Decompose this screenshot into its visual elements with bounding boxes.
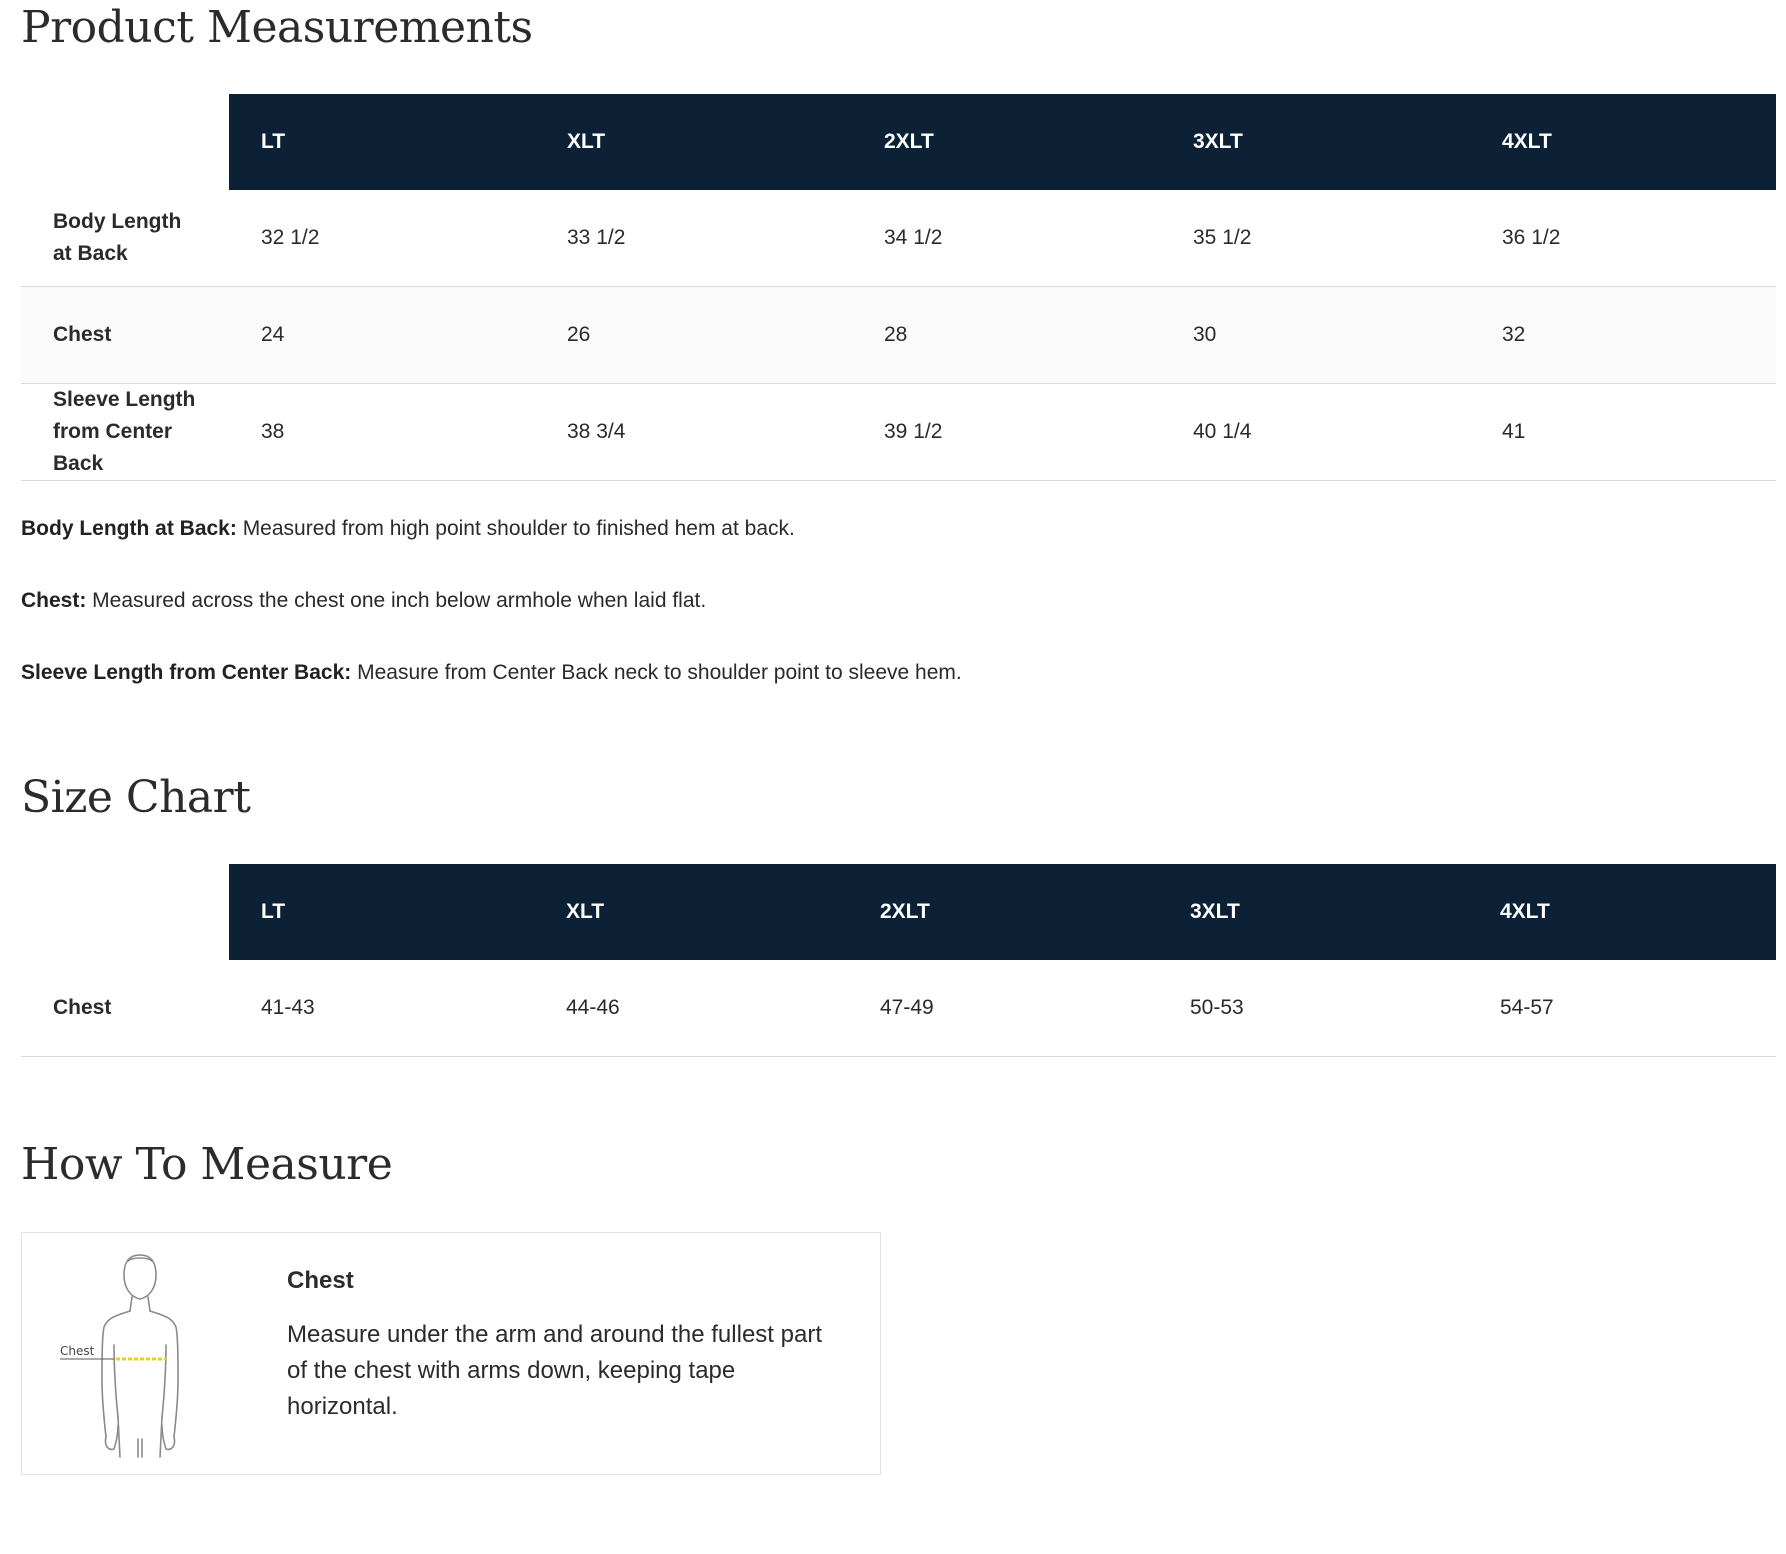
size-chart-title: Size Chart (21, 772, 251, 823)
table-cell: 39 1/2 (852, 384, 1161, 481)
note-text: Measure from Center Back neck to shoulder point to sleeve hem. (351, 661, 962, 684)
product-measurements-title: Product Measurements (21, 2, 533, 53)
note-text: Measured across the chest one inch below armhole when laid flat. (86, 589, 707, 612)
table-cell: 32 (1470, 287, 1776, 384)
size-header-xlt: XLT (535, 94, 852, 190)
table-cell: 28 (852, 287, 1161, 384)
size-header-xlt: XLT (534, 864, 848, 960)
table-cell: 41-43 (229, 960, 534, 1057)
table-row (21, 287, 1776, 384)
body-outline-figure (52, 1249, 232, 1459)
table-header-row (21, 94, 1776, 190)
table-cell: 38 3/4 (535, 384, 852, 481)
measurement-notes (21, 515, 962, 731)
size-header-4xlt: 4XLT (1468, 864, 1776, 960)
row-label-sleeve-length: Sleeve Length from Center Back (21, 384, 229, 481)
table-cell: 32 1/2 (229, 190, 535, 287)
row-label-body-length: Body Length at Back (21, 190, 229, 287)
table-cell: 35 1/2 (1161, 190, 1470, 287)
note-chest (21, 587, 962, 615)
size-chart-table (21, 864, 1776, 1057)
table-cell: 50-53 (1158, 960, 1468, 1057)
size-header-3xlt: 3XLT (1158, 864, 1468, 960)
table-row (21, 384, 1776, 481)
table-cell: 47-49 (848, 960, 1158, 1057)
note-text: Measured from high point shoulder to finished hem at back. (236, 517, 795, 540)
size-header-4xlt: 4XLT (1470, 94, 1776, 190)
table-cell: 36 1/2 (1470, 190, 1776, 287)
measurements-table (21, 94, 1776, 481)
size-header-lt: LT (229, 864, 534, 960)
table-corner (21, 864, 229, 960)
table-header-row (21, 864, 1776, 960)
table-cell: 40 1/4 (1161, 384, 1470, 481)
how-to-measure-title: How To Measure (21, 1139, 393, 1190)
table-cell: 26 (535, 287, 852, 384)
size-header-2xlt: 2XLT (852, 94, 1161, 190)
table-row (21, 190, 1776, 287)
table-cell: 24 (229, 287, 535, 384)
table-cell: 33 1/2 (535, 190, 852, 287)
measure-card-chest (21, 1232, 881, 1475)
size-header-lt: LT (229, 94, 535, 190)
table-row (21, 960, 1776, 1057)
row-label-chest: Chest (21, 287, 229, 384)
size-header-3xlt: 3XLT (1161, 94, 1470, 190)
card-description: Measure under the arm and around the fullest part of the chest with arms down, keeping tape horizontal. (287, 1321, 822, 1420)
size-header-2xlt: 2XLT (848, 864, 1158, 960)
table-corner (21, 94, 229, 190)
table-cell: 54-57 (1468, 960, 1776, 1057)
note-term: Chest: (21, 589, 87, 612)
table-cell: 44-46 (534, 960, 848, 1057)
figure-chest-label: Chest (60, 1344, 95, 1358)
table-cell: 41 (1470, 384, 1776, 481)
note-body-length (21, 515, 962, 543)
table-cell: 34 1/2 (852, 190, 1161, 287)
card-heading: Chest (287, 1267, 354, 1294)
note-sleeve-length (21, 659, 962, 687)
note-term: Sleeve Length from Center Back: (21, 661, 352, 684)
table-cell: 30 (1161, 287, 1470, 384)
row-label-chest: Chest (21, 960, 229, 1057)
note-term: Body Length at Back: (21, 517, 237, 540)
table-cell: 38 (229, 384, 535, 481)
